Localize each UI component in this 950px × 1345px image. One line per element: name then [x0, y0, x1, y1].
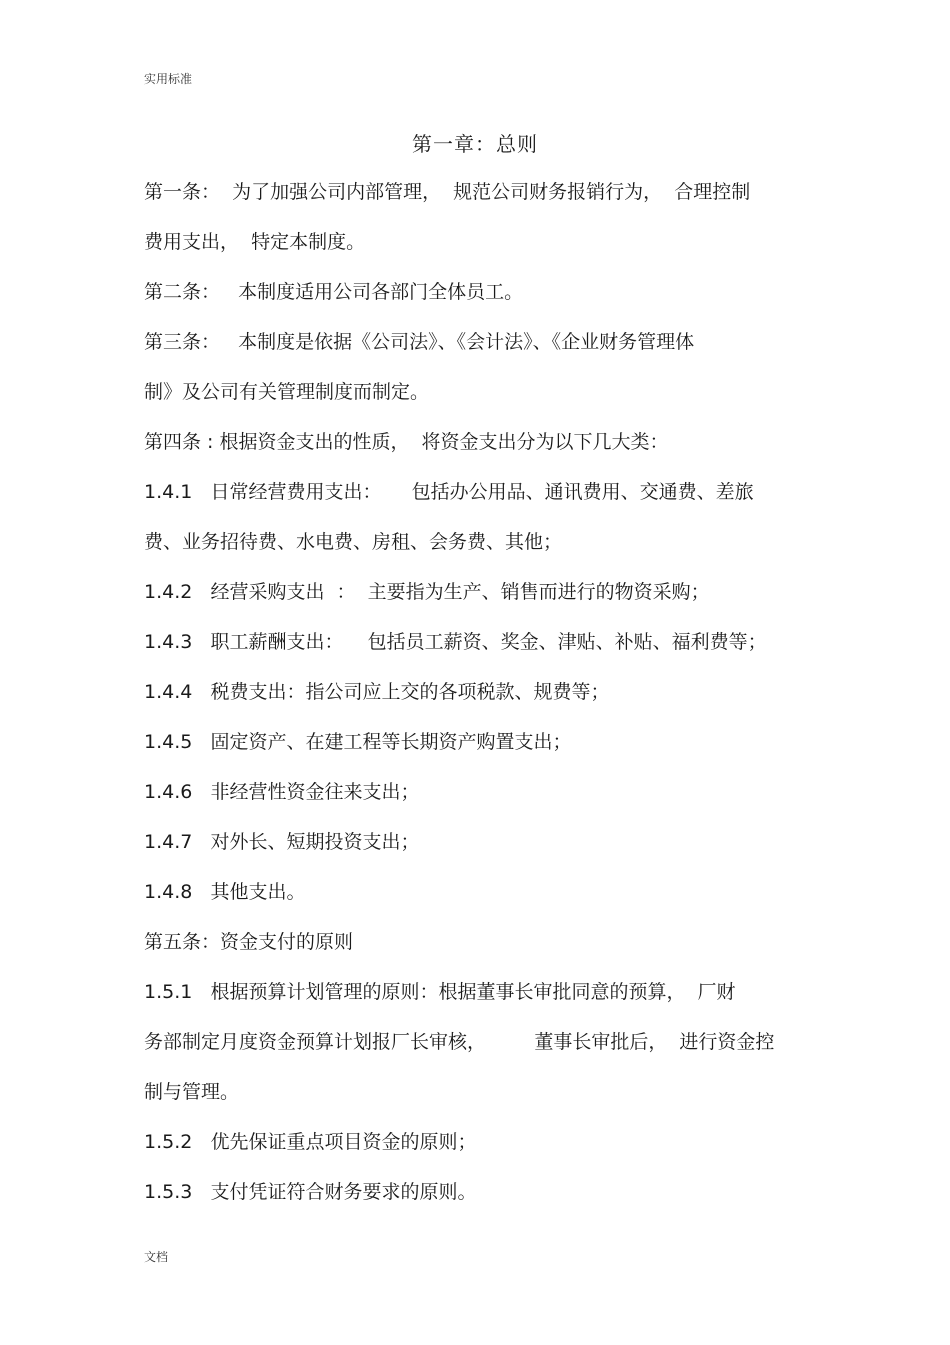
text-line: 第四条 : 根据资金支出的性质， 将资金支出分为以下几大类： — [144, 431, 669, 453]
text-line: 第二条： 本制度适用公司各部门全体员工。 — [144, 281, 524, 303]
text-line: 1.4.2 经营采购支出 ： 主要指为生产、销售而进行的物资采购； — [144, 581, 710, 603]
text-line: 1.4.8 其他支出。 — [144, 881, 306, 903]
page-footer: 文档 — [144, 1250, 169, 1264]
text-line: 制与管理。 — [144, 1081, 240, 1103]
text-line: 第三条： 本制度是依据《公司法》、《会计法》、《企业财务管理体 — [144, 331, 695, 353]
text-line: 1.4.6 非经营性资金往来支出； — [144, 781, 420, 803]
chapter-title: 第一章：总则 — [412, 132, 538, 156]
text-line: 1.4.3 职工薪酬支出： 包括员工薪资、奖金、津贴、补贴、福利费等； — [144, 631, 767, 653]
text-line: 制》及公司有关管理制度而制定。 — [144, 381, 430, 403]
text-line: 1.5.3 支付凭证符合财务要求的原则。 — [144, 1181, 477, 1203]
text-line: 第一条： 为了加强公司内部管理， 规范公司财务报销行为， 合理控制 — [144, 181, 751, 203]
text-line: 费用支出， 特定本制度。 — [144, 231, 366, 253]
document-body — [144, 177, 824, 1227]
page-header: 实用标准 — [144, 72, 193, 86]
text-line: 第五条：资金支付的原则 — [144, 931, 354, 953]
text-line: 1.4.5 固定资产、在建工程等长期资产购置支出； — [144, 731, 572, 753]
text-line: 1.4.1 日常经营费用支出： 包括办公用品、通讯费用、交通费、差旅 — [144, 481, 754, 503]
text-line: 费、业务招待费、水电费、房租、会务费、其他； — [144, 531, 563, 553]
text-line: 1.5.2 优先保证重点项目资金的原则； — [144, 1131, 477, 1153]
text-line: 1.4.7 对外长、短期投资支出； — [144, 831, 420, 853]
text-line: 务部制定月度资金预算计划报厂长审核， 董事长审批后， 进行资金控 — [144, 1031, 775, 1053]
text-line: 1.5.1 根据预算计划管理的原则：根据董事长审批同意的预算， 厂财 — [144, 981, 736, 1003]
text-line: 1.4.4 税费支出：指公司应上交的各项税款、规费等； — [144, 681, 610, 703]
